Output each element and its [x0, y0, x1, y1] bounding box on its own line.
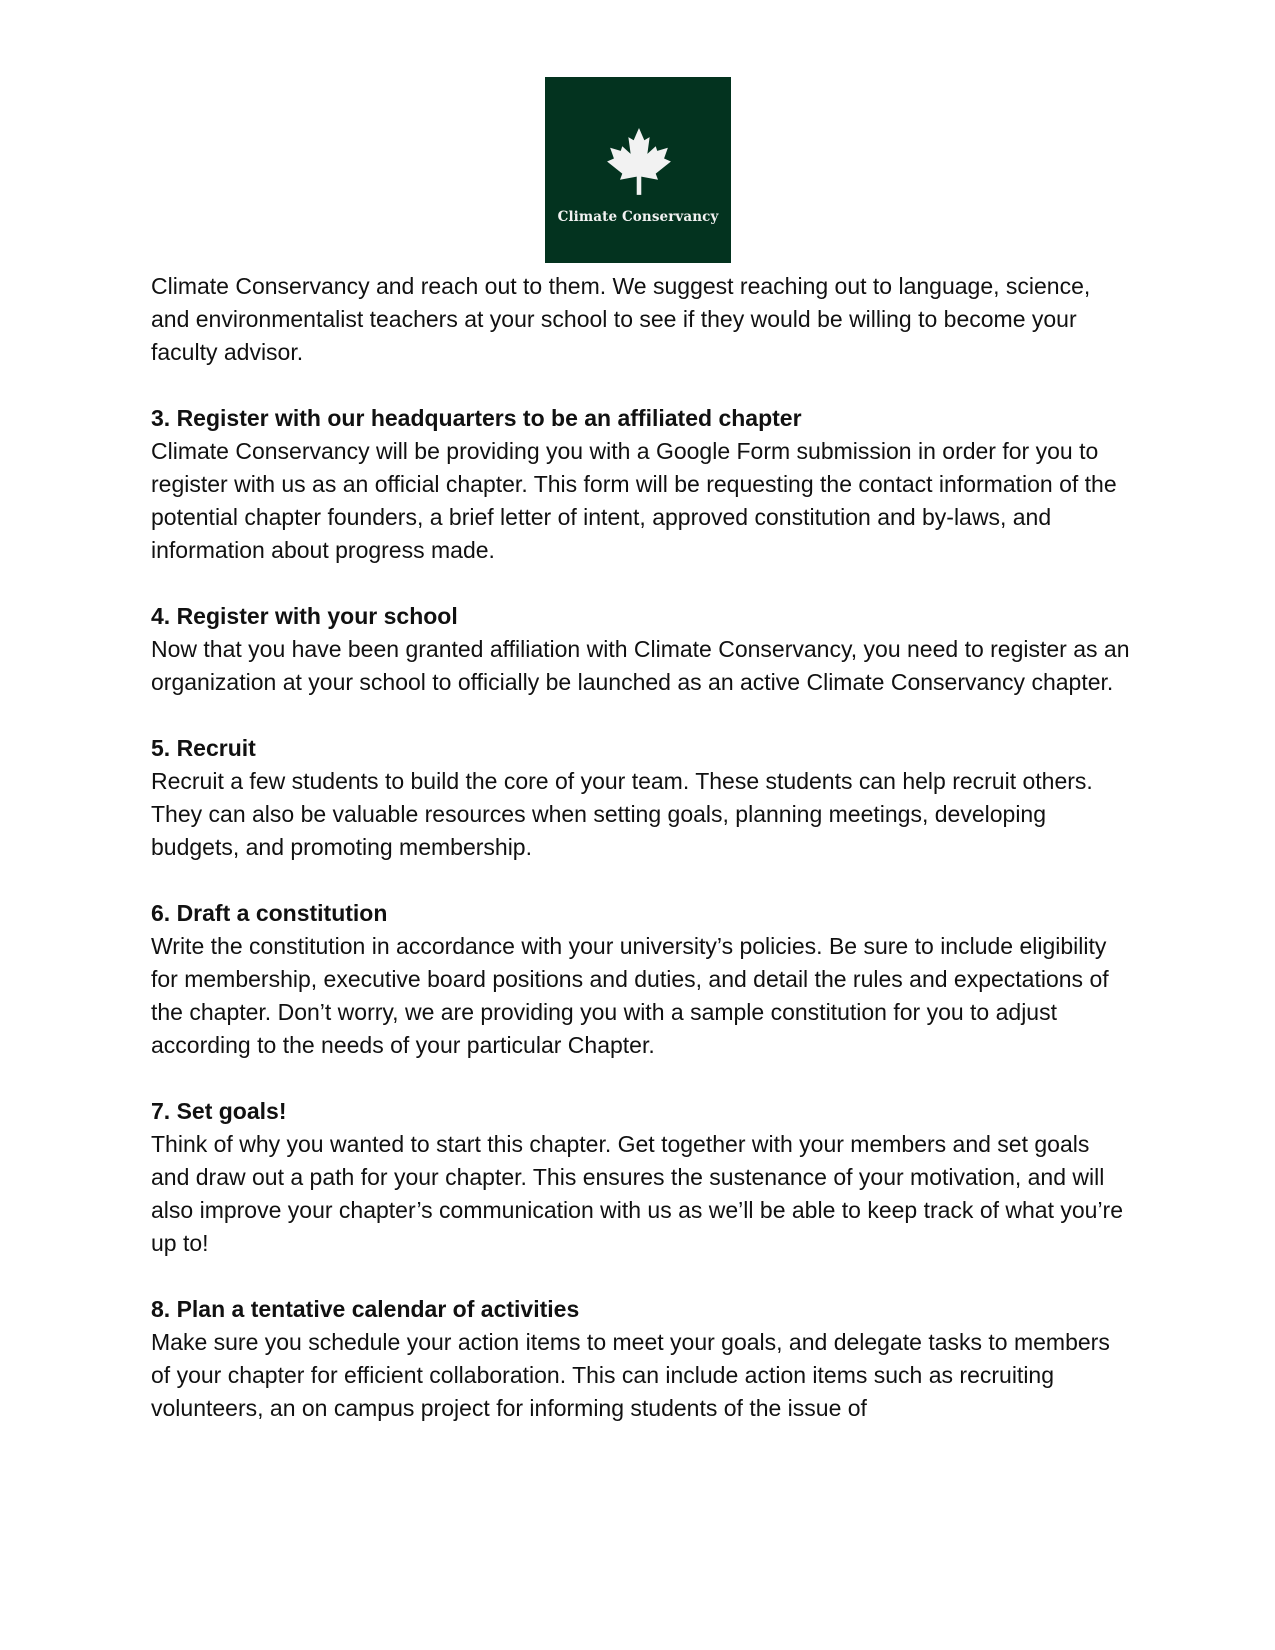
section-set-goals [151, 1095, 1131, 1260]
section-recruit [151, 732, 1131, 864]
maple-leaf-icon [601, 125, 677, 201]
section-heading: 7. Set goals! [151, 1098, 287, 1124]
section-body: Recruit a few students to build the core of your team. These students can help recruit others. They can also be valuable resources when setting goals, planning meetings, developing budgets, and promoting membership. [151, 768, 1093, 860]
section-body: Think of why you wanted to start this chapter. Get together with your members and set goals and draw out a path for your chapter. This ensures the sustenance of your motivation, and will also improve your chapter’s communication with us as we’ll be able to keep track of what you’re up to! [151, 1131, 1124, 1256]
section-draft-constitution [151, 897, 1131, 1062]
section-body: Make sure you schedule your action items to meet your goals, and delegate tasks to members of your chapter for efficient collaboration. This can include action items such as recruiting volunteers, an on campus project for informing students of the issue of [151, 1329, 1110, 1421]
document-body [151, 270, 1131, 1425]
logo-text: Climate Conservancy [557, 209, 719, 225]
section-body: Write the constitution in accordance with your university’s policies. Be sure to include eligibility for membership, executive board positions and duties, and detail the rules and expectations of the chapter. Don’t worry, we are providing you with a sample constitution for you to adjust according to the needs of your particular Chapter. [151, 933, 1109, 1058]
section-heading: 3. Register with our headquarters to be an affiliated chapter [151, 405, 802, 431]
section-heading: 8. Plan a tentative calendar of activities [151, 1296, 580, 1322]
section-body: Now that you have been granted affiliation with Climate Conservancy, you need to register as an organization at your school to officially be launched as an active Climate Conservancy chapter. [151, 636, 1130, 695]
section-register-school [151, 600, 1131, 699]
section-plan-calendar [151, 1293, 1131, 1425]
section-register-headquarters [151, 402, 1131, 567]
climate-conservancy-logo [545, 77, 731, 263]
section-body: Climate Conservancy will be providing you with a Google Form submission in order for you to register with us as an official chapter. This form will be requesting the contact information of the potential chapter founders, a brief letter of intent, approved constitution and by-laws, and information about progress made. [151, 438, 1117, 563]
section-heading: 6. Draft a constitution [151, 900, 388, 926]
section-heading: 5. Recruit [151, 735, 256, 761]
intro-paragraph: Climate Conservancy and reach out to them. We suggest reaching out to language, science, and environmentalist teachers at your school to see if they would be willing to become your faculty advisor. [151, 273, 1091, 365]
section-heading: 4. Register with your school [151, 603, 458, 629]
